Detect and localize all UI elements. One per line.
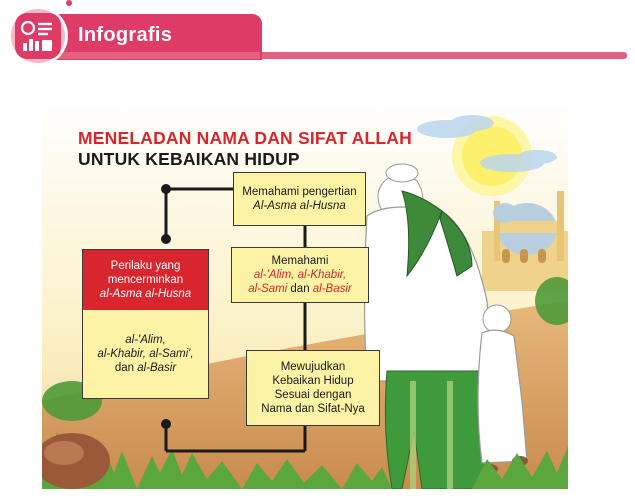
header-title: Infografis <box>78 24 173 46</box>
step1-line1: Memahami pengertian <box>242 186 357 198</box>
step2-line2: al-'Alim, al-Khabir, <box>253 269 347 281</box>
step3-line1: Mewujudkan <box>280 361 346 373</box>
step3-line2: Kebaikan Hidup <box>272 375 354 387</box>
step-box-3 <box>246 350 380 426</box>
section-header <box>0 0 635 70</box>
step1-line2: Al-Asma al-Husna <box>253 200 346 212</box>
behavior-header-line3: al-Asma al-Husna <box>99 288 192 300</box>
step2-line3-mid: dan <box>287 283 313 295</box>
behavior-body-line1: al-'Alim, <box>125 334 166 346</box>
step-box-1 <box>233 172 366 226</box>
infographic-title-line2: UNTUK KEBAIKAN HIDUP <box>78 149 300 169</box>
behavior-body-line2: al-Khabir, al-Sami', <box>97 348 194 360</box>
behavior-box-body <box>83 310 208 398</box>
decor-dot <box>66 0 72 6</box>
step2-line3-end: al-Basir <box>312 283 352 295</box>
infographic-icon <box>15 13 61 59</box>
step3-line4: Nama dan Sifat-Nya <box>261 403 365 415</box>
step-box-2 <box>231 247 369 303</box>
infographic-illustration <box>42 101 568 489</box>
infographic-title-line1: MENELADAN NAMA DAN SIFAT ALLAH <box>78 128 412 148</box>
behavior-body-line3-pre: dan <box>114 362 138 374</box>
behavior-header-line2: mencerminkan <box>107 274 184 286</box>
behavior-header-line1: Perilaku yang <box>110 260 181 272</box>
step2-line1: Memahami <box>271 255 329 267</box>
step3-line3: Sesuai dengan <box>274 389 352 401</box>
step2-line3: al-Sami <box>248 283 288 295</box>
behavior-body-line3: al-Basir <box>137 362 177 374</box>
behavior-box <box>82 249 209 399</box>
behavior-box-header <box>83 250 208 310</box>
header-underline <box>255 52 627 59</box>
